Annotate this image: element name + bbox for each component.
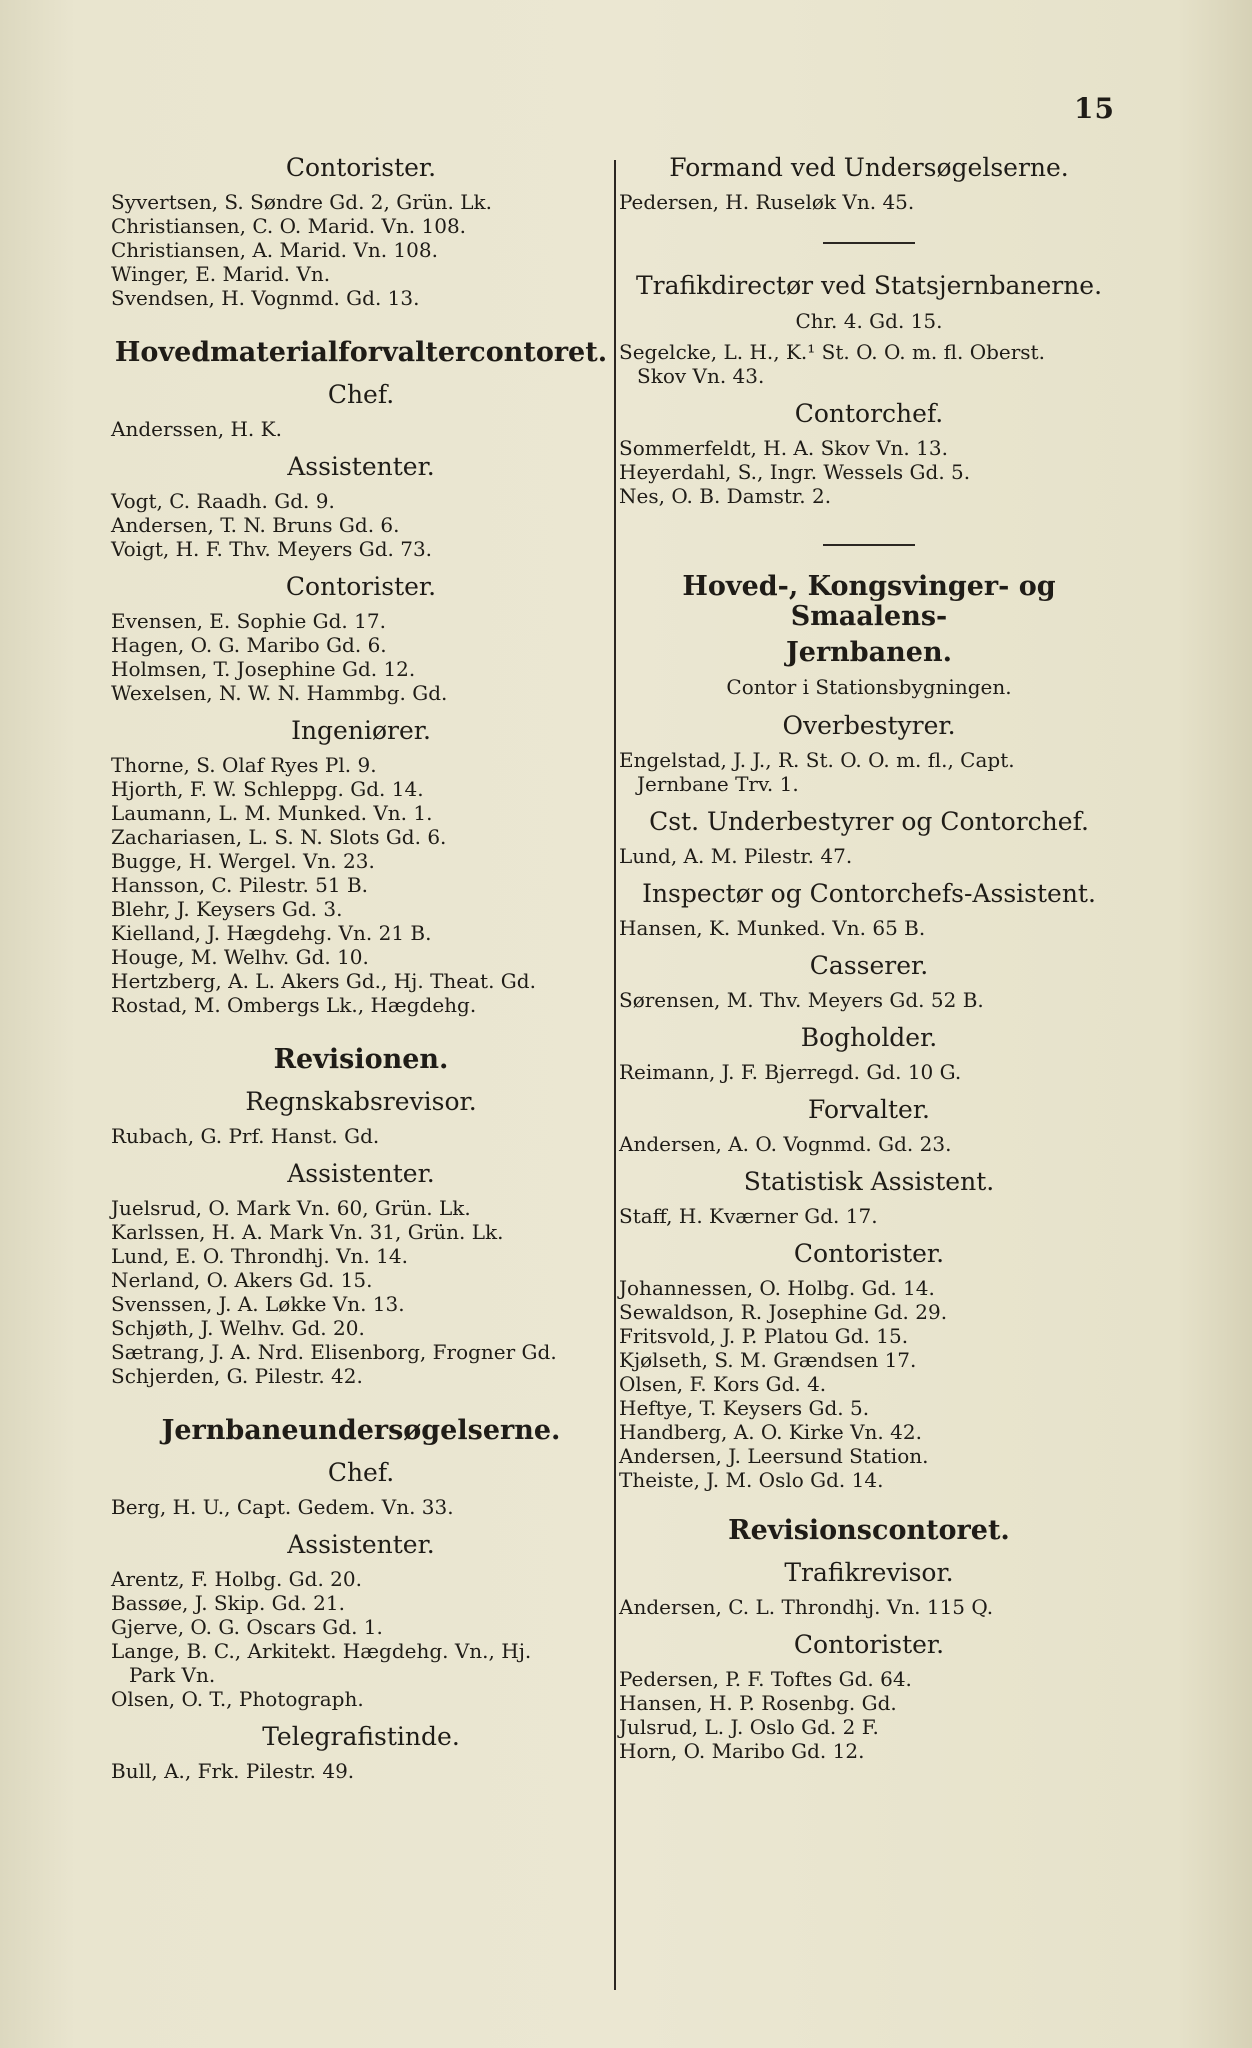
entry-line: Engelstad, J. J., R. St. O. O. m. fl., Capt. <box>619 748 1015 772</box>
entry-list <box>619 1204 1119 1228</box>
entry-line: Theiste, J. M. Oslo Gd. 14. <box>619 1468 884 1492</box>
entry-line: Sewaldson, R. Josephine Gd. 29. <box>619 1300 948 1324</box>
office-location: Contor i Stationsbygningen. <box>726 675 1012 699</box>
entry-line: Karlssen, H. A. Mark Vn. 31, Grün. Lk. <box>111 1220 504 1244</box>
right-column <box>619 148 1119 1763</box>
entry-line: Nerland, O. Akers Gd. 15. <box>111 1268 373 1292</box>
page-number: 15 <box>1074 92 1115 125</box>
entry-line: Holmsen, T. Josephine Gd. 12. <box>111 657 416 681</box>
subsection-heading: Contorister. <box>793 1630 945 1659</box>
entry-list <box>111 1687 611 1711</box>
section-rule <box>823 544 915 546</box>
entry-line: Sommerfeldt, H. A. Skov Vn. 13. <box>619 436 948 460</box>
entry-line: Christiansen, A. Marid. Vn. 108. <box>111 238 438 262</box>
entry-line: Handberg, A. O. Kirke Vn. 42. <box>619 1420 922 1444</box>
entry-list <box>111 489 611 561</box>
entry-list <box>111 1759 611 1783</box>
subsection-heading: Statistisk Assistent. <box>743 1167 995 1196</box>
entry-line: Andersen, T. N. Bruns Gd. 6. <box>111 513 400 537</box>
entry-line: Pedersen, H. Ruseløk Vn. 45. <box>619 190 915 214</box>
entry-list <box>619 1667 1119 1763</box>
subsection-heading: Contorister. <box>793 1239 945 1268</box>
entry-line: Kjølseth, S. M. Grændsen 17. <box>619 1348 917 1372</box>
subsection-heading: Trafikrevisor. <box>784 1558 954 1587</box>
entry-line-continued: Park Vn. <box>129 1663 216 1687</box>
entry-line: Arentz, F. Holbg. Gd. 20. <box>111 1567 362 1591</box>
entry-line-continued: Jernbane Trv. 1. <box>637 772 799 796</box>
entry-line: Hansen, K. Munked. Vn. 65 B. <box>619 916 926 940</box>
entry-line: Wexelsen, N. W. N. Hammbg. Gd. <box>111 681 448 705</box>
entry-list <box>619 916 1119 940</box>
subsection-heading: Chef. <box>327 380 395 409</box>
entry-list <box>111 190 611 310</box>
entry-line: Hjorth, F. W. Schleppg. Gd. 14. <box>111 777 424 801</box>
entry-line: Rostad, M. Ombergs Lk., Hægdehg. <box>111 993 477 1017</box>
entry-line: Juelsrud, O. Mark Vn. 60, Grün. Lk. <box>111 1196 471 1220</box>
section-title: Hovedmaterialforvaltercontoret. <box>114 337 608 368</box>
entry-line: Bassøe, J. Skip. Gd. 21. <box>111 1591 345 1615</box>
subsection-heading: Regnskabsrevisor. <box>245 1087 477 1116</box>
subsection-heading: Contorchef. <box>794 399 944 428</box>
entry-list <box>619 844 1119 868</box>
subsection-heading: Chef. <box>327 1458 395 1487</box>
entry-line: Andersen, J. Leersund Station. <box>619 1444 929 1468</box>
entry-line: Lund, E. O. Throndhj. Vn. 14. <box>111 1244 408 1268</box>
entry-line: Schjerden, G. Pilestr. 42. <box>111 1364 363 1388</box>
subsection-heading: Ingeniører. <box>291 716 431 745</box>
entry-line: Bugge, H. Wergel. Vn. 23. <box>111 849 375 873</box>
entry-line: Winger, E. Marid. Vn. <box>111 262 331 286</box>
entry-line: Nes, O. B. Damstr. 2. <box>619 484 832 508</box>
entry-line: Blehr, J. Keysers Gd. 3. <box>111 897 343 921</box>
entry-list <box>111 1567 611 1639</box>
entry-line: Lange, B. C., Arkitekt. Hægdehg. Vn., Hj. <box>111 1639 532 1663</box>
entry-list <box>619 1060 1119 1084</box>
entry-line: Heftye, T. Keysers Gd. 5. <box>619 1396 870 1420</box>
left-column <box>111 148 611 1783</box>
entry-line: Hertzberg, A. L. Akers Gd., Hj. Theat. Gd. <box>111 969 536 993</box>
subsection-heading: Assistenter. <box>287 1530 435 1559</box>
entry-line: Hansen, H. P. Rosenbg. Gd. <box>619 1691 897 1715</box>
entry-line: Andersen, C. L. Throndhj. Vn. 115 Q. <box>619 1595 994 1619</box>
subsection-heading: Assistenter. <box>287 452 435 481</box>
entry-line: Heyerdahl, S., Ingr. Wessels Gd. 5. <box>619 460 971 484</box>
entry-line: Schjøth, J. Welhv. Gd. 20. <box>111 1316 365 1340</box>
entry-line: Gjerve, O. G. Oscars Gd. 1. <box>111 1615 383 1639</box>
subsection-heading: Casserer. <box>809 951 929 980</box>
entry-line: Lund, A. M. Pilestr. 47. <box>619 844 853 868</box>
subsection-heading: Forvalter. <box>808 1095 930 1124</box>
entry-line: Syvertsen, S. Søndre Gd. 2, Grün. Lk. <box>111 190 493 214</box>
entry-line: Svendsen, H. Vognmd. Gd. 13. <box>111 286 420 310</box>
entry-line: Berg, H. U., Capt. Gedem. Vn. 33. <box>111 1495 454 1519</box>
entry-line: Rubach, G. Prf. Hanst. Gd. <box>111 1124 380 1148</box>
entry-list <box>111 1124 611 1148</box>
entry-line: Evensen, E. Sophie Gd. 17. <box>111 609 386 633</box>
entry-line: Hansson, C. Pilestr. 51 B. <box>111 873 369 897</box>
entry-line: Kielland, J. Hægdehg. Vn. 21 B. <box>111 921 432 945</box>
section-title: Jernbaneundersøgelserne. <box>161 1415 561 1446</box>
section-heading: Trafikdirectør ved Statsjernbanerne. <box>635 271 1103 300</box>
entry-line: Voigt, H. F. Thv. Meyers Gd. 73. <box>111 537 433 561</box>
entry-line: Laumann, L. M. Munked. Vn. 1. <box>111 801 433 825</box>
entry-list <box>111 1196 611 1388</box>
subsection-heading: Bogholder. <box>800 1023 938 1052</box>
entry-line: Pedersen, P. F. Toftes Gd. 64. <box>619 1667 912 1691</box>
entry-line: Reimann, J. F. Bjerregd. Gd. 10 G. <box>619 1060 962 1084</box>
entry-line: Johannessen, O. Holbg. Gd. 14. <box>619 1276 935 1300</box>
entry-list <box>111 609 611 705</box>
section-title: Revisionen. <box>273 1044 449 1075</box>
entry-line: Olsen, O. T., Photograph. <box>111 1687 364 1711</box>
entry-line: Horn, O. Maribo Gd. 12. <box>619 1739 865 1763</box>
entry-line: Julsrud, L. J. Oslo Gd. 2 F. <box>619 1715 879 1739</box>
entry-line: Andersen, A. O. Vognmd. Gd. 23. <box>619 1132 952 1156</box>
entry-line: Thorne, S. Olaf Ryes Pl. 9. <box>111 753 377 777</box>
entry-line: Segelcke, L. H., K.¹ St. O. O. m. fl. Oberst. <box>619 340 1045 364</box>
entry-list <box>619 1276 1119 1492</box>
entry-line: Bull, A., Frk. Pilestr. 49. <box>111 1759 355 1783</box>
entry-line: Christiansen, C. O. Marid. Vn. 108. <box>111 214 467 238</box>
entry-line: Staff, H. Kværner Gd. 17. <box>619 1204 878 1228</box>
entry-line: Vogt, C. Raadh. Gd. 9. <box>111 489 335 513</box>
subsection-heading: Assistenter. <box>287 1159 435 1188</box>
entry-list <box>111 1495 611 1519</box>
entry-list <box>619 436 1119 508</box>
entry-line: Svenssen, J. A. Løkke Vn. 13. <box>111 1292 405 1316</box>
section-title: Revisionscontoret. <box>728 1515 1010 1546</box>
entry-list <box>111 417 611 441</box>
section-heading: Contorister. <box>285 153 437 182</box>
entry-line: Sætrang, J. A. Nrd. Elisenborg, Frogner Gd. <box>111 1340 557 1364</box>
section-heading: Formand ved Undersøgelserne. <box>669 153 1069 182</box>
entry-list <box>619 988 1119 1012</box>
entry-line: Fritsvold, J. P. Platou Gd. 15. <box>619 1324 909 1348</box>
entry-line: Zachariasen, L. S. N. Slots Gd. 6. <box>111 825 447 849</box>
subsection-heading: Overbestyrer. <box>782 711 956 740</box>
section-title-continued: Jernbanen. <box>785 637 953 668</box>
section-title: Hoved-, Kongsvinger- og Smaalens- <box>682 571 1056 632</box>
entry-line: Houge, M. Welhv. Gd. 10. <box>111 945 369 969</box>
entry-line: Hagen, O. G. Maribo Gd. 6. <box>111 633 387 657</box>
entry-line: Anderssen, H. K. <box>111 417 282 441</box>
subsection-heading: Inspectør og Contorchefs-Assistent. <box>642 879 1096 908</box>
entry-list <box>619 1595 1119 1619</box>
entry-list <box>111 753 611 1017</box>
section-rule <box>823 242 915 244</box>
entry-list <box>619 1132 1119 1156</box>
entry-list <box>619 190 1119 214</box>
entry-line: Sørensen, M. Thv. Meyers Gd. 52 B. <box>619 988 984 1012</box>
subsection-heading: Telegrafistinde. <box>262 1722 460 1751</box>
subsection-heading: Contorister. <box>285 572 437 601</box>
subsection-heading: Cst. Underbestyrer og Contorchef. <box>649 807 1089 836</box>
entry-line: Olsen, F. Kors Gd. 4. <box>619 1372 827 1396</box>
address-line: Chr. 4. Gd. 15. <box>795 309 943 333</box>
entry-line-continued: Skov Vn. 43. <box>637 364 765 388</box>
column-divider <box>614 160 616 1990</box>
